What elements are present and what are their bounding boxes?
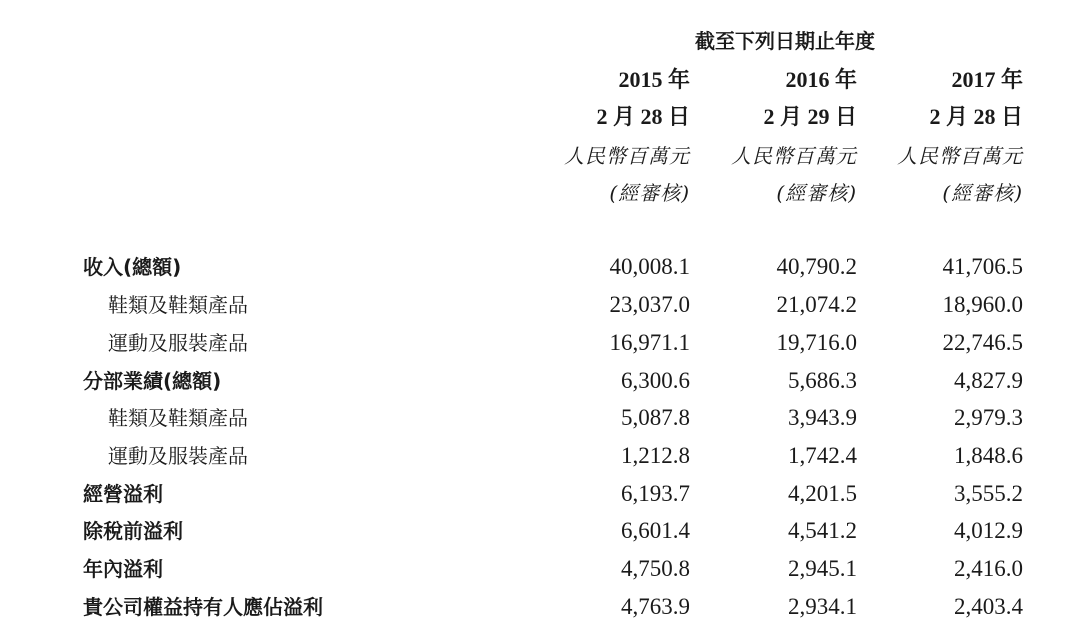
table-row bbox=[0, 556, 1080, 594]
column-audit-note: (經審核) bbox=[609, 181, 690, 205]
row-label: 經營溢利 bbox=[83, 482, 163, 506]
cell-2017: 2,403.4 bbox=[954, 594, 1023, 619]
cell-2017: 41,706.5 bbox=[942, 254, 1023, 279]
cell-2017: 4,827.9 bbox=[954, 368, 1023, 393]
row-label: 除稅前溢利 bbox=[83, 519, 183, 543]
table-row bbox=[0, 254, 1080, 292]
column-year: 2015 年 bbox=[618, 67, 690, 92]
column-header-2017 bbox=[858, 60, 1023, 210]
cell-2015: 6,601.4 bbox=[621, 518, 690, 543]
column-date: 2 月 29 日 bbox=[763, 104, 857, 129]
cell-2017: 2,416.0 bbox=[954, 556, 1023, 581]
cell-2017: 1,848.6 bbox=[954, 443, 1023, 468]
cell-2015: 1,212.8 bbox=[621, 443, 690, 468]
table-row bbox=[0, 481, 1080, 519]
row-label: 鞋類及鞋類產品 bbox=[108, 293, 248, 317]
cell-2016: 4,541.2 bbox=[788, 518, 857, 543]
cell-2017: 4,012.9 bbox=[954, 518, 1023, 543]
cell-2016: 19,716.0 bbox=[776, 330, 857, 355]
cell-2015: 6,193.7 bbox=[621, 481, 690, 506]
cell-2016: 2,934.1 bbox=[788, 594, 857, 619]
table-row bbox=[0, 292, 1080, 330]
row-label: 分部業績(總額) bbox=[83, 369, 222, 393]
row-label: 運動及服裝產品 bbox=[108, 444, 248, 468]
cell-2015: 4,763.9 bbox=[621, 594, 690, 619]
table-row bbox=[0, 330, 1080, 368]
row-label: 年內溢利 bbox=[83, 557, 163, 581]
column-header-2015 bbox=[525, 60, 690, 210]
column-audit-note: (經審核) bbox=[942, 181, 1023, 205]
column-header-2016 bbox=[692, 60, 857, 210]
cell-2016: 3,943.9 bbox=[788, 405, 857, 430]
cell-2017: 22,746.5 bbox=[942, 330, 1023, 355]
cell-2016: 21,074.2 bbox=[776, 292, 857, 317]
cell-2015: 4,750.8 bbox=[621, 556, 690, 581]
column-date: 2 月 28 日 bbox=[596, 104, 690, 129]
cell-2015: 40,008.1 bbox=[609, 254, 690, 279]
row-label: 運動及服裝產品 bbox=[108, 331, 248, 355]
cell-2015: 16,971.1 bbox=[609, 330, 690, 355]
cell-2016: 2,945.1 bbox=[788, 556, 857, 581]
cell-2016: 1,742.4 bbox=[788, 443, 857, 468]
cell-2017: 18,960.0 bbox=[942, 292, 1023, 317]
table-row bbox=[0, 518, 1080, 556]
column-audit-note: (經審核) bbox=[776, 181, 857, 205]
column-unit: 人民幣百萬元 bbox=[731, 144, 857, 168]
cell-2016: 5,686.3 bbox=[788, 368, 857, 393]
cell-2015: 5,087.8 bbox=[621, 405, 690, 430]
cell-2017: 3,555.2 bbox=[954, 481, 1023, 506]
column-year: 2016 年 bbox=[785, 67, 857, 92]
cell-2016: 40,790.2 bbox=[776, 254, 857, 279]
row-label: 收入(總額) bbox=[83, 255, 182, 279]
cell-2015: 6,300.6 bbox=[621, 368, 690, 393]
column-unit: 人民幣百萬元 bbox=[564, 144, 690, 168]
row-label: 鞋類及鞋類產品 bbox=[108, 406, 248, 430]
cell-2016: 4,201.5 bbox=[788, 481, 857, 506]
cell-2017: 2,979.3 bbox=[954, 405, 1023, 430]
cell-2015: 23,037.0 bbox=[609, 292, 690, 317]
table-row bbox=[0, 443, 1080, 481]
table-row bbox=[0, 405, 1080, 443]
column-unit: 人民幣百萬元 bbox=[897, 144, 1023, 168]
column-year: 2017 年 bbox=[951, 67, 1023, 92]
table-row bbox=[0, 594, 1080, 632]
table-row bbox=[0, 368, 1080, 406]
row-label: 貴公司權益持有人應佔溢利 bbox=[83, 595, 323, 619]
column-date: 2 月 28 日 bbox=[929, 104, 1023, 129]
period-title: 截至下列日期止年度 bbox=[695, 29, 875, 53]
